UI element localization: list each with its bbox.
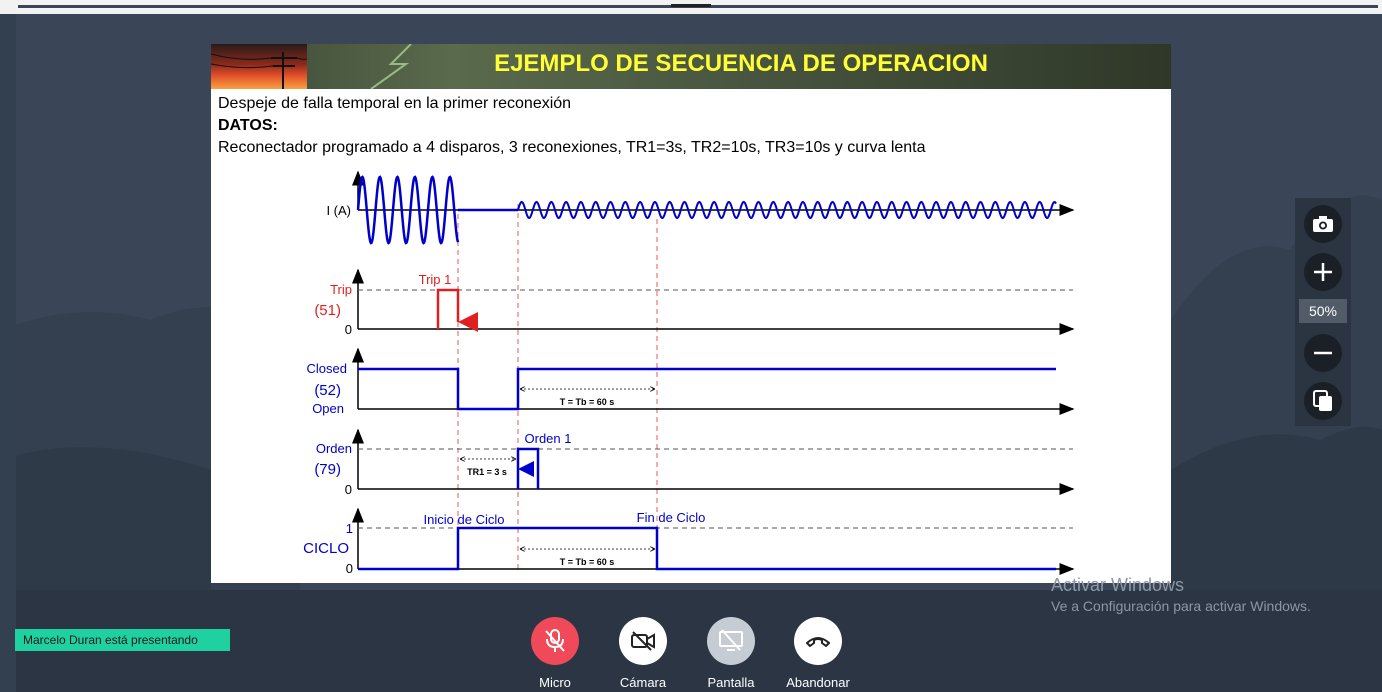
ciclo-zero-label: 0 [345, 561, 353, 576]
breaker-state-trace [358, 369, 1056, 409]
sequence-diagram [211, 44, 1171, 583]
trip1-label: Trip 1 [418, 272, 452, 287]
trip-zero-label: 0 [344, 322, 352, 337]
tb-label-ciclo: T = Tb = 60 s [559, 557, 615, 567]
trip1-pulse [438, 290, 458, 329]
breaker52-label: (52) [314, 382, 341, 399]
watermark-subtitle: Ve a Configuración para activar Windows. [1051, 598, 1311, 614]
fin-ciclo-label: Fin de Ciclo [636, 510, 706, 525]
open-label: Open [312, 401, 344, 416]
zoom-in-button[interactable] [1304, 253, 1342, 291]
mic-control[interactable] [515, 617, 595, 690]
slide-data-text: Reconectador programado a 4 disparos, 3 reconexiones, TR1=3s, TR2=10s, TR3=10s y curva lenta [218, 139, 926, 156]
orden-zero-label: 0 [344, 482, 352, 497]
closed-label: Closed [306, 361, 347, 376]
mic-button[interactable] [531, 617, 579, 665]
zoom-panel [1295, 198, 1351, 426]
left-edge [0, 14, 16, 692]
shared-slide [211, 44, 1171, 583]
copy-icon [1313, 390, 1333, 412]
screen-button[interactable] [707, 617, 755, 665]
camera-icon [1312, 215, 1334, 233]
orden1-label: Orden 1 [524, 431, 572, 446]
mic-label: Micro [539, 675, 571, 690]
watermark-title: Activar Windows [1051, 575, 1185, 595]
recloser79-label: (79) [314, 461, 341, 478]
screenshot-button[interactable] [1304, 205, 1342, 243]
inicio-ciclo-label: Inicio de Ciclo [423, 512, 505, 527]
screen-label: Pantalla [707, 675, 755, 690]
ciclo-trace [358, 528, 1056, 569]
screen-share-icon [718, 629, 744, 653]
orden-label: Orden [315, 441, 352, 456]
windows-activation-watermark [1051, 575, 1311, 614]
camera-button[interactable] [619, 617, 667, 665]
presenter-badge: Marcelo Duran está presentando [15, 629, 230, 651]
slide-title: EJEMPLO DE SECUENCIA DE OPERACION [494, 50, 988, 77]
zoom-level: 50% [1299, 299, 1347, 323]
leave-label: Abandonar [786, 675, 850, 690]
tr1-label: TR1 = 3 s [467, 467, 507, 477]
plus-icon [1313, 262, 1333, 282]
camera-off-icon [630, 630, 656, 652]
tb-label-breaker: T = Tb = 60 s [559, 397, 615, 407]
leave-button[interactable] [794, 617, 842, 665]
hang-up-icon [805, 633, 831, 649]
zoom-out-button[interactable] [1304, 334, 1342, 372]
current-axis-label: I (A) [326, 203, 351, 218]
relay51-label: (51) [314, 302, 341, 319]
mic-off-icon [543, 628, 567, 654]
camera-control[interactable] [603, 617, 683, 690]
ciclo-one-label: 1 [345, 521, 353, 536]
copy-button[interactable] [1304, 382, 1342, 420]
orden1-pulse [518, 449, 538, 489]
camera-label: Cámara [619, 675, 667, 690]
slide-data-heading: DATOS: [218, 117, 278, 134]
minus-icon [1313, 343, 1333, 363]
ciclo-label: CICLO [303, 540, 349, 557]
drag-handle[interactable] [671, 4, 711, 7]
slide-subtitle: Despeje de falla temporal en la primer reconexión [218, 95, 572, 112]
screen-control[interactable] [691, 617, 771, 690]
leave-control[interactable] [778, 617, 858, 690]
trip-label: Trip [330, 282, 352, 297]
